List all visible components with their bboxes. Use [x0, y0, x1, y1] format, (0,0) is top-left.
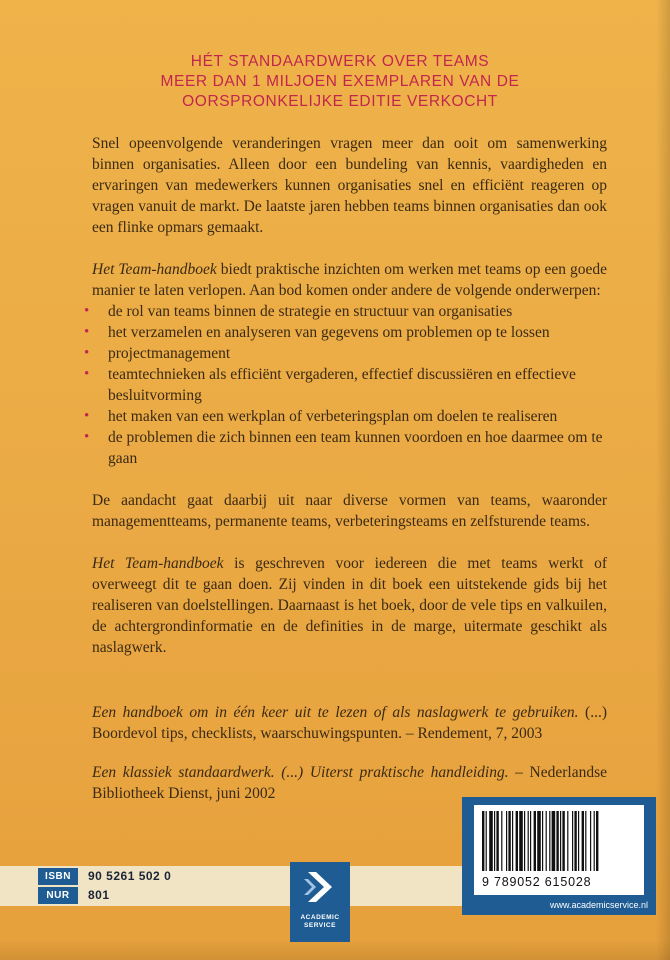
nur-row: [38, 887, 218, 904]
tagline-line-1: HÉT STANDAARDWERK OVER TEAMS: [190, 53, 490, 70]
tagline-line-2: MEER DAN 1 MILJOEN EXEMPLAREN VAN DE: [160, 73, 520, 90]
logo-text-line-1: ACADEMIC: [300, 914, 340, 921]
chevron-logo-icon: [290, 862, 350, 912]
list-item: • het maken van een werkplan of verbeteringsplan om doelen te realiseren: [84, 408, 558, 425]
bullet-icon: •: [84, 345, 90, 361]
list-item: • het verzamelen en analyseren van gegevens om problemen op te lossen: [84, 324, 550, 341]
bullet-icon: •: [84, 324, 90, 340]
book-title: Het Team-handboek: [92, 261, 217, 278]
bullet-icon: •: [84, 303, 90, 319]
blurb-text: [84, 133, 608, 825]
review-source: – Nederlandse Bibliotheek Dienst, juni 2002: [92, 764, 607, 802]
audience-text: is geschreven voor iedereen die met teams werkt of overweegt dit te gaan doen. Zij vinden in dit boek een uitstekende gids bij het realiseren van doelstellingen. Daarnaast is het boek, door de vele tips en valkuilen, de achtergrondinformatie en de definities in de marge, uitermate geschikt als naslagwerk.: [92, 555, 608, 656]
topics-list: [84, 301, 607, 469]
list-item: • de problemen die zich binnen een team kunnen voordoen en hoe daarmee om te gaan: [84, 429, 603, 467]
cover-edge-shadow: [656, 0, 670, 960]
tagline-line-3: OORSPRONKELIJKE EDITIE VERKOCHT: [182, 93, 498, 110]
isbn-row: [38, 868, 218, 885]
publisher-url: www.academicservice.nl: [549, 900, 648, 910]
team-types-paragraph: De aandacht gaat daarbij uit naar diverse vormen van teams, waaronder managementteams, permanente teams, verbeteringsteams en zelfsturende teams.: [92, 492, 607, 530]
review-quote-text: Een klassiek standaardwerk. (...) Uiterst praktische handleiding.: [92, 764, 509, 781]
review-quote-1: [92, 702, 607, 744]
cover-bottom-shadow: [0, 940, 670, 960]
list-item: • projectmanagement: [84, 345, 231, 362]
bullet-icon: •: [84, 429, 90, 445]
bullet-icon: •: [84, 366, 90, 382]
isbn-label: ISBN: [38, 868, 78, 885]
book-title: Het Team-handboek: [92, 555, 224, 572]
isbn-value: 90 5261 502 0: [88, 869, 172, 883]
barcode-number: 9 789052 615028: [482, 875, 592, 889]
barcode-panel: [462, 797, 656, 915]
list-item: • teamtechnieken als efficiënt vergaderen, effectief discussiëren en effectieve besluitvorming: [84, 366, 576, 404]
review-quote-text: Een handboek om in één keer uit te lezen of als naslagwerk te gebruiken.: [92, 704, 579, 721]
barcode-area: [474, 805, 644, 895]
bullet-icon: •: [84, 408, 90, 424]
intro-paragraph: Snel opeenvolgende veranderingen vragen meer dan ooit om samenwerking binnen organisaties. Alleen door een bundeling van kennis, vaardigheden en ervaringen van medewerkers kunnen organisaties snel en efficiënt reageren op vragen vanuit de markt. De laatste jaren hebben teams binnen organisaties dan ook een flinke opmars gemaakt.: [92, 135, 607, 236]
barcode-icon: [480, 811, 638, 873]
list-item: • de rol van teams binnen de strategie en structuur van organisaties: [84, 303, 513, 320]
academic-service-logo-icon: [290, 862, 350, 942]
topics-intro-text: biedt praktische inzichten om werken met teams op een goede manier te laten verlopen. Aan bod komen onder andere de volgende onderwerpen:: [92, 261, 607, 299]
nur-label: NUR: [38, 887, 78, 904]
logo-text-line-2: SERVICE: [304, 922, 336, 929]
audience-paragraph: [92, 553, 607, 658]
topics-intro-paragraph: [92, 259, 607, 301]
nur-value: 801: [88, 888, 110, 902]
cover-tagline: [90, 52, 590, 112]
review-source: (...) Boordevol tips, checklists, waarschuwingspunten. – Rendement, 7, 2003: [92, 704, 607, 742]
